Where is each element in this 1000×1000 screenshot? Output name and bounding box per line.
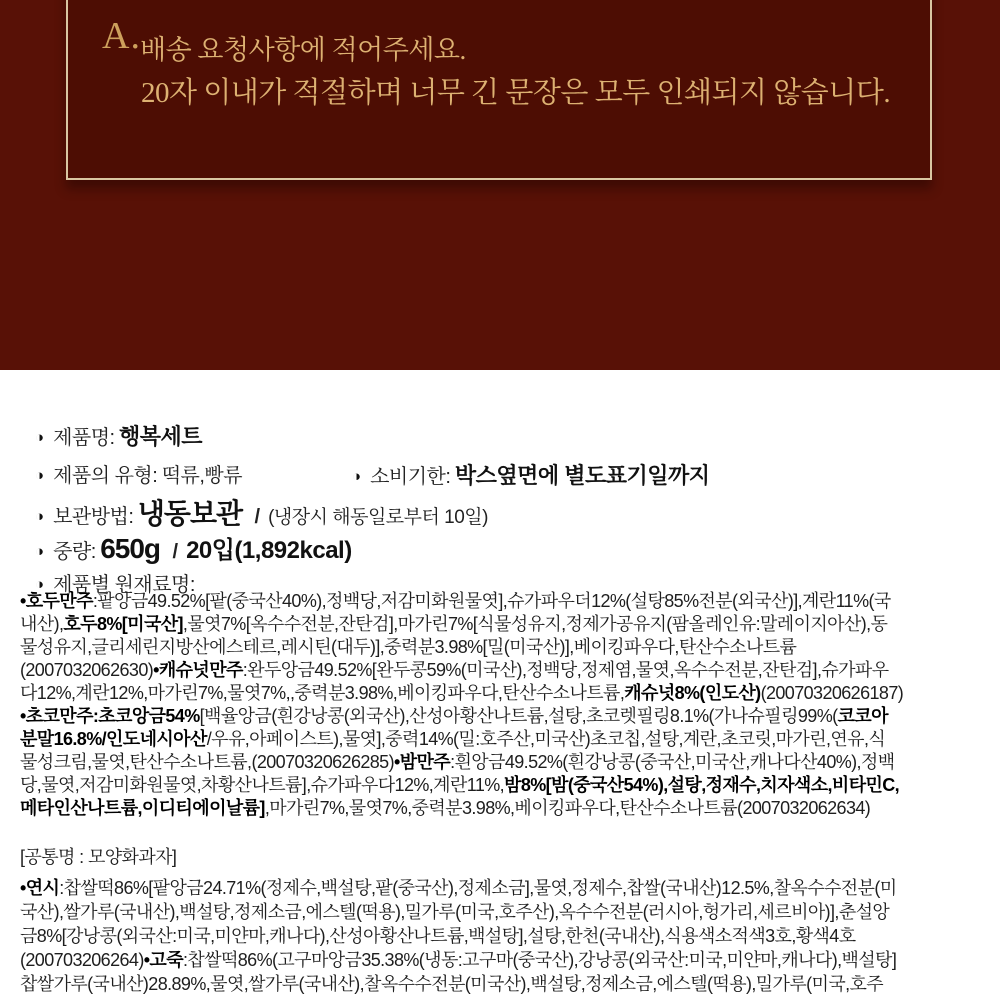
expiry-row — [352, 459, 710, 490]
ingredient-line: •연시:찹쌀떡86%[팥앙금24.71%(정제수,백설탕,팥(중국산),정제소금],물엿,정제수,찹쌀(국내산)12.5%,찰옥수수전분(미 — [20, 878, 897, 898]
weight-value: 650g — [100, 533, 161, 564]
half-circle-icon: ◑ — [352, 468, 362, 485]
expiry-value: 박스옆면에 별도표기일까지 — [454, 463, 710, 488]
half-circle-icon: ◑ — [35, 467, 45, 484]
ingredient-line: 메타인산나트륨,이디티에이날륨],마가린7%,물엿7%,중력분3.98%,베이킹파우다,탄산수소나트륨(2007032062634) — [20, 798, 871, 818]
ingredients-block-1 — [20, 590, 995, 820]
storage-slash: / — [254, 506, 261, 528]
ingredient-line: •초코만주:초코앙금54%[백율앙금(흰강낭콩(외국산),산성아황산나트륨,설탕,초코렛필링8.1%(가나슈필링99%(코코아 — [20, 706, 888, 726]
ingredient-line: •호두만주:팥앙금49.52%[팥(중국산40%),정백당,저감미화원물엿],슈가파우더12%(설탕85%전분(외국산)],계란11%(국 — [20, 591, 891, 611]
ingredients-block-2 — [20, 876, 995, 996]
storage-note: (냉장시 해동일로부터 10일) — [268, 507, 488, 528]
ingredient-line: 당,물엿,저감미화원물엿,차황산나트륨],슈가파우다12%,계란11%,밤8%[밤(중국산54%),설탕,정재수,치자색소,비타민C, — [20, 775, 900, 795]
product-name-row — [35, 420, 202, 451]
ingredient-line: (200703206264)•고죽:찹쌀떡86%(고구마앙금35.38%(냉동:고구마(중국산),강낭콩(외국산:미국,미얀마,캐나다),백설탕] — [20, 950, 897, 970]
ingredient-line: 국산),쌀가루(국내산),백설탕,정제소금,에스텔(떡용),밀가루(미국,호주산),옥수수전분(러시아,헝가리,세르비아)],춘설앙 — [20, 902, 890, 922]
half-circle-icon: ◑ — [35, 576, 45, 593]
storage-value: 냉동보관 — [137, 498, 243, 529]
half-circle-icon: ◑ — [35, 429, 45, 446]
ingredient-line: 내산),호두8%[미국산],물엿7%[옥수수전분,잔탄검],마가린7%[식물성유지,정제가공유지(팜올레인유:말레이지아산),동 — [20, 614, 888, 634]
product-name-label: 제품명: — [53, 427, 115, 449]
ingredient-line: 물성유지,글리세린지방산에스테르,레시틴(대두)],중력분3.98%[밀(미국산)],베이킹파우다,탄산수소나트륨 — [20, 637, 797, 657]
product-type-value: 떡류,빵류 — [161, 465, 243, 487]
half-circle-icon: ◑ — [35, 543, 45, 560]
product-name-value: 행복세트 — [119, 424, 203, 449]
expiry-label: 소비기한: — [370, 466, 451, 488]
weight-slash: / — [172, 541, 179, 563]
common-name-line: [공통명 : 모양화과자] — [20, 847, 177, 867]
ingredients-header-label: 제품별 원재료명: — [53, 574, 195, 596]
ingredient-line: 다12%,계란12%,마가린7%,물엿7%,,중력분3.98%,베이킹파우다,탄산수소나트륨,캐슈넛8%(인도산)(20070320626187) — [20, 683, 904, 703]
product-type-row — [35, 459, 242, 488]
notice-section — [0, 0, 1000, 370]
ingredient-line: 찹쌀가루(국내산)28.89%,물엿,쌀가루(국내산),찰옥수수전분(미국산),백설탕,정제소금,에스텔(떡용),밀가루(미국,호주 — [20, 974, 884, 994]
notice-line-1: 배송 요청사항에 적어주세요. — [140, 35, 466, 65]
notice-letter: A. — [102, 15, 141, 57]
weight-value-2: 20입(1,892kcal) — [186, 537, 352, 564]
product-type-label: 제품의 유형: — [53, 465, 158, 487]
ingredient-line: (2007032062630)•캐슈넛만주:완두앙금49.52%[완두콩59%(미국산),정백당,정제염,물엿,옥수수전분,잔탄검],슈가파우 — [20, 660, 889, 680]
ingredient-line: 분말16.8%/인도네시아산/우유,아페이스트),물엿],중력14%(밀:호주산,미국산)초코칩,설탕,계란,초코릿,마가린,연유,식 — [20, 729, 886, 749]
weight-label: 중량: — [53, 541, 96, 563]
half-circle-icon: ◑ — [35, 508, 45, 525]
ingredient-line: 물성크림,물엿,탄산수소나트륨,(20070320626285)•밤만주:흰앙금49.52%(흰강낭콩(중국산,미국산,캐나다산40%),정백 — [20, 752, 895, 772]
ingredient-line: 금8%[강낭콩(외국산:미국,미얀마,캐나다),산성아황산나트륨,백설탕],설탕,한천(국내산),식용색소적색3호,황색4호 — [20, 926, 856, 946]
storage-label: 보관방법: — [53, 506, 134, 528]
storage-row — [35, 492, 488, 532]
ingredients-text — [20, 590, 995, 996]
weight-row — [35, 530, 352, 565]
notice-line-2: 20자 이내가 적절하며 너무 긴 문장은 모두 인쇄되지 않습니다. — [141, 77, 891, 109]
